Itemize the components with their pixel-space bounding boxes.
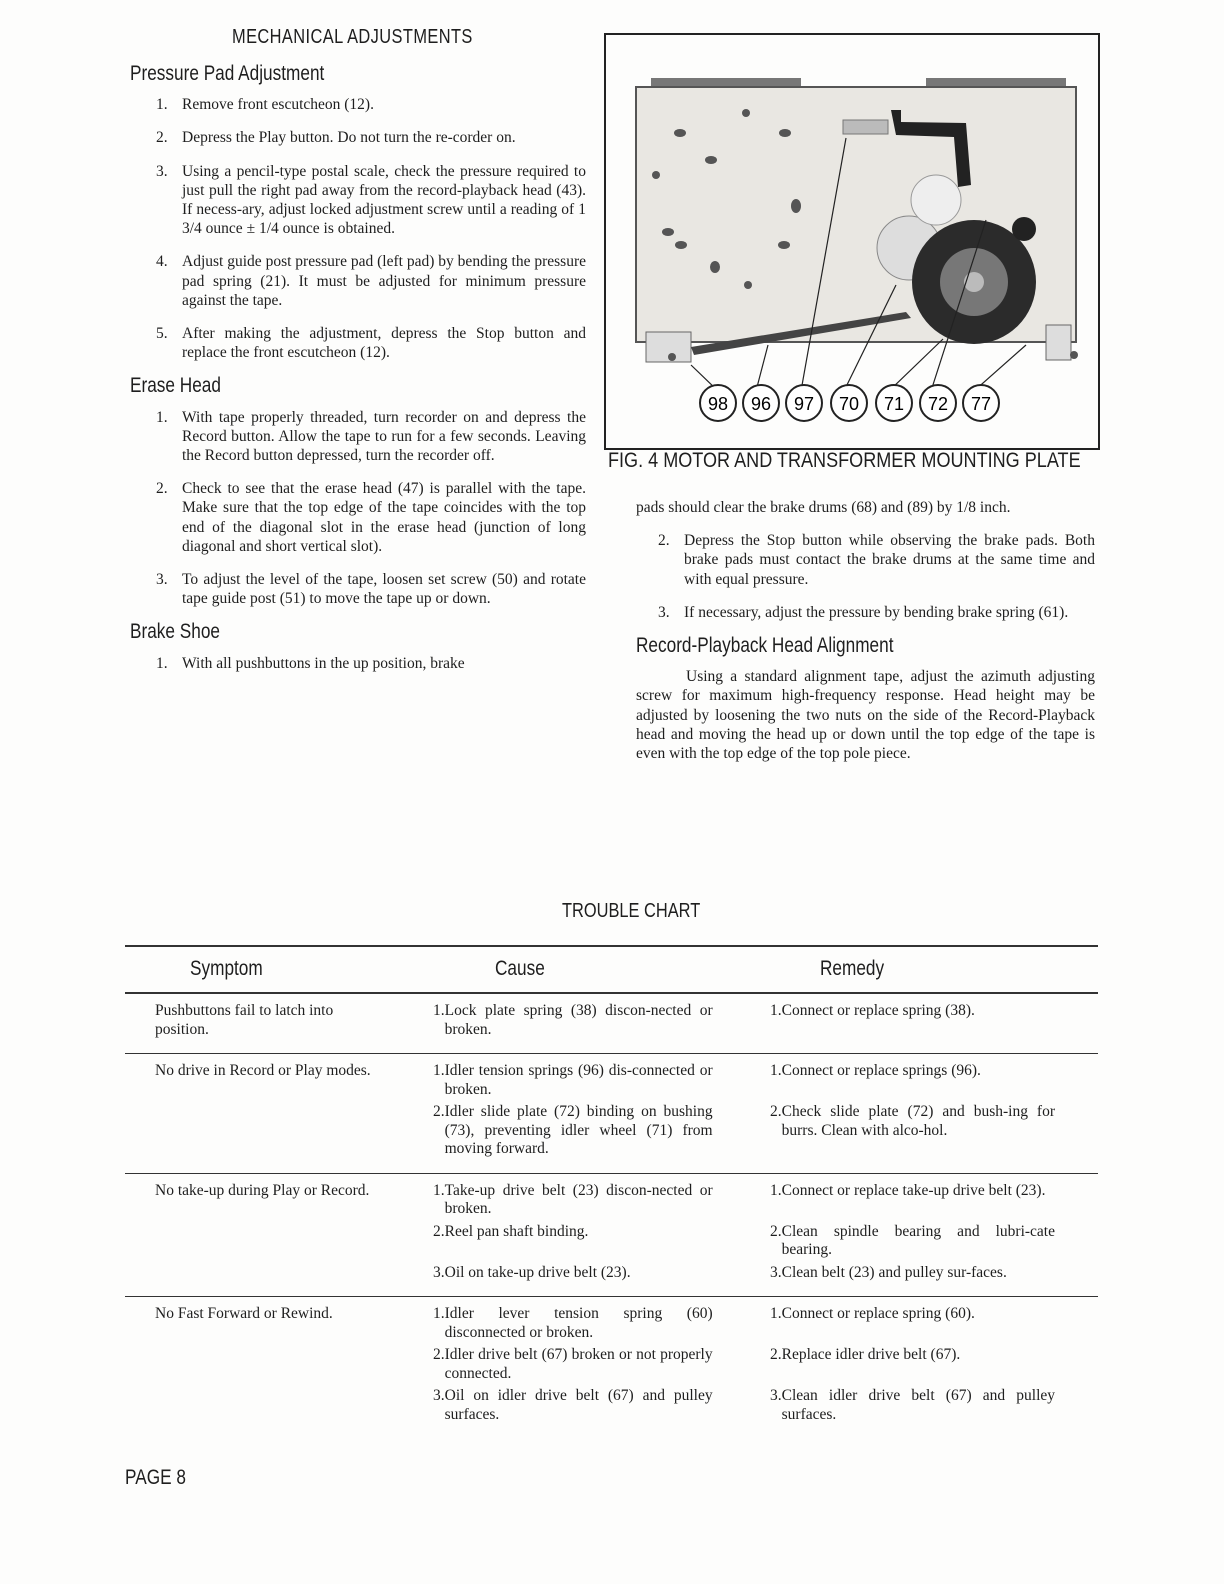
cause-text: Idler slide plate (72) binding on bushing (73), preventing idler wheel (71) from moving forward.	[444, 1103, 713, 1157]
section-heading-text: Erase Head	[130, 374, 221, 398]
callout-77	[963, 385, 999, 421]
header-cause	[385, 957, 765, 981]
item-number: 1.	[156, 408, 168, 426]
symptom-cell: No drive in Record or Play modes.	[155, 1062, 371, 1079]
cause-number: 2.	[433, 1103, 445, 1120]
remedy-cell	[738, 1305, 1055, 1342]
cause-cell	[385, 1002, 738, 1039]
item-text: If necessary, adjust the pressure by bending brake spring (61).	[684, 603, 1069, 621]
item-number: 5.	[156, 325, 168, 343]
item-number: 2.	[156, 129, 168, 147]
list-item	[156, 128, 586, 147]
item-number: 3.	[658, 603, 670, 621]
item-text: Adjust guide post pressure pad (left pad) by bending the pressure pad spring (21). It must be adjusted for minimum pressure against the tape.	[182, 253, 586, 309]
remedy-cell	[738, 1062, 1055, 1099]
cause-text: Reel pan shaft binding.	[444, 1222, 589, 1240]
item-number: 3.	[156, 162, 168, 180]
cause-cell	[385, 1264, 738, 1283]
callout-labels	[700, 385, 999, 421]
figure-caption	[608, 449, 1158, 473]
list-item	[156, 654, 586, 673]
remedy-number: 1.	[770, 1181, 782, 1199]
cause-cell	[385, 1182, 738, 1219]
item-number: 3.	[156, 571, 168, 589]
list-item	[156, 408, 586, 466]
table-row	[125, 1174, 1098, 1298]
remedy-cell	[738, 1346, 1055, 1383]
item-text: After making the adjustment, depress the Stop button and replace the front escutcheon (12).	[182, 325, 586, 362]
remedy-cell	[738, 1264, 1055, 1283]
cause-number: 1.	[433, 1305, 445, 1322]
motor-plate-photo	[606, 35, 1098, 448]
remedy-cell	[738, 1387, 1055, 1424]
cause-remedy-pair	[385, 1103, 1098, 1159]
cause-remedy-list	[385, 1002, 1098, 1041]
remedy-text: Connect or replace spring (60).	[781, 1305, 975, 1322]
page-title-text: MECHANICAL ADJUSTMENTS	[232, 26, 473, 48]
section-heading	[130, 64, 586, 83]
cause-remedy-pair	[385, 1062, 1098, 1099]
header-cause-text: Cause	[495, 957, 545, 981]
figure-4	[604, 33, 1100, 450]
callout-70-label: 70	[838, 394, 860, 414]
section-heading	[636, 634, 1095, 658]
list-item	[658, 531, 1095, 589]
cause-text: Lock plate spring (38) discon-nected or broken.	[444, 1002, 713, 1038]
cause-text: Oil on idler drive belt (67) and pulley surfaces.	[444, 1387, 713, 1423]
symptom-cell: Pushbuttons fail to latch into position.	[155, 1002, 334, 1038]
cause-cell	[385, 1346, 738, 1383]
header-remedy	[765, 957, 898, 981]
callout-97	[786, 385, 822, 421]
remedy-text: Clean idler drive belt (67) and pulley surfaces.	[781, 1387, 1055, 1423]
remedy-text: Connect or replace take-up drive belt (23).	[781, 1181, 1046, 1199]
list-item	[156, 324, 586, 362]
header-symptom-text: Symptom	[190, 957, 263, 981]
figure-caption-text: FIG. 4 MOTOR AND TRANSFORMER MOUNTING PLATE	[608, 449, 1081, 472]
item-text: With all pushbuttons in the up position, brake	[182, 654, 465, 672]
table-header	[125, 945, 1098, 994]
brake-shoe-continuation: pads should clear the brake drums (68) and (89) by 1/8 inch.	[636, 499, 1011, 516]
cause-remedy-pair	[385, 1182, 1098, 1219]
cause-remedy-pair	[385, 1264, 1098, 1283]
section-heading	[130, 374, 586, 398]
right-column	[636, 498, 1095, 777]
left-column	[130, 62, 586, 687]
list-item	[156, 162, 586, 239]
callout-72	[920, 385, 956, 421]
callout-96	[743, 385, 779, 421]
cause-number: 3.	[433, 1263, 445, 1281]
cause-number: 1.	[433, 1181, 445, 1199]
item-text: Check to see that the erase head (47) is parallel with the tape. Make sure that the top edge of the tape coincides with the top end of the diagonal slot in the erase head (junction of long diagonal and short vertical slot).	[182, 480, 586, 555]
remedy-number: 3.	[770, 1263, 782, 1281]
remedy-text: Clean spindle bearing and lubri-cate bearing.	[781, 1222, 1055, 1258]
callout-96-label: 96	[750, 394, 772, 414]
table-row	[125, 1054, 1098, 1174]
callout-97-label: 97	[793, 394, 815, 414]
table-body	[125, 994, 1098, 1438]
cause-remedy-pair	[385, 1346, 1098, 1383]
cause-remedy-list	[385, 1305, 1098, 1426]
remedy-text: Clean belt (23) and pulley sur-faces.	[781, 1263, 1007, 1281]
alignment-paragraph: Using a standard alignment tape, adjust the azimuth adjusting screw for maximum high-frequency response. Head height may be adjusted by loosening the two nuts on the side of the Record-Playback head and moving the head up or down until the top edge of the tape is even with the top edge of the top pole piece.	[636, 668, 1095, 763]
page-number-text: PAGE 8	[125, 1466, 186, 1489]
trouble-chart-table	[125, 945, 1098, 1438]
cause-remedy-list	[385, 1182, 1098, 1285]
callout-71	[876, 385, 912, 421]
cause-remedy-pair	[385, 1305, 1098, 1342]
item-text: Depress the Stop button while observing the brake pads. Both brake pads must contact the brake drums at the same time and with equal pressure.	[684, 532, 1095, 588]
remedy-cell	[738, 1223, 1055, 1260]
list-item	[156, 570, 586, 608]
item-text: Depress the Play button. Do not turn the re-corder on.	[182, 129, 516, 147]
section-heading-text: Pressure Pad Adjustment	[130, 62, 325, 85]
remedy-number: 3.	[770, 1387, 782, 1404]
cause-remedy-pair	[385, 1387, 1098, 1424]
remedy-cell	[738, 1182, 1055, 1219]
cause-cell	[385, 1062, 738, 1099]
section-heading-text: Record-Playback Head Alignment	[636, 634, 894, 658]
table-row	[125, 994, 1098, 1054]
callout-98	[700, 385, 736, 421]
item-number: 4.	[156, 253, 168, 271]
remedy-number: 2.	[770, 1103, 782, 1120]
cause-text: Idler lever tension spring (60) disconnected or broken.	[444, 1305, 713, 1341]
cause-cell	[385, 1103, 738, 1159]
cause-cell	[385, 1223, 738, 1260]
page-title	[232, 26, 526, 49]
remedy-text: Check slide plate (72) and bush-ing for burrs. Clean with alco-hol.	[781, 1103, 1055, 1139]
callout-72-label: 72	[927, 394, 949, 414]
cause-text: Idler drive belt (67) broken or not properly connected.	[444, 1346, 713, 1382]
remedy-number: 1.	[770, 1305, 782, 1322]
page-number	[125, 1466, 199, 1490]
symptom-cell: No take-up during Play or Record.	[155, 1181, 370, 1199]
item-number: 2.	[156, 480, 168, 498]
remedy-text: Replace idler drive belt (67).	[781, 1346, 961, 1363]
item-text: Using a pencil-type postal scale, check the pressure required to just pull the right pad away from the record-playback head (43). If necess-ary, adjust locked adjustment screw until a reading of 1 3/4 ounce ± 1/4 ounce is obtained.	[182, 162, 586, 238]
item-number: 1.	[156, 654, 168, 672]
remedy-number: 1.	[770, 1062, 782, 1079]
remedy-text: Connect or replace springs (96).	[781, 1062, 981, 1079]
callout-70	[831, 385, 867, 421]
item-text: To adjust the level of the tape, loosen set screw (50) and rotate tape guide post (51) to move the tape up or down.	[182, 571, 586, 608]
list-item	[156, 95, 586, 114]
list-item	[156, 252, 586, 310]
symptom-cell: No Fast Forward or Rewind.	[155, 1305, 333, 1322]
cause-text: Take-up drive belt (23) discon-nected or broken.	[444, 1181, 713, 1217]
cause-cell	[385, 1387, 738, 1424]
remedy-number: 2.	[770, 1346, 782, 1363]
cause-number: 1.	[433, 1062, 445, 1079]
cause-number: 3.	[433, 1387, 445, 1404]
cause-cell	[385, 1305, 738, 1342]
section-heading-text: Brake Shoe	[130, 620, 220, 644]
remedy-number: 1.	[770, 1002, 782, 1019]
header-remedy-text: Remedy	[820, 957, 885, 981]
cause-remedy-list	[385, 1062, 1098, 1161]
remedy-cell	[738, 1103, 1055, 1159]
list-item	[156, 479, 586, 556]
list-item	[658, 603, 1095, 622]
remedy-cell	[738, 1002, 1055, 1039]
callout-71-label: 71	[883, 394, 905, 414]
cause-text: Oil on take-up drive belt (23).	[444, 1263, 631, 1281]
item-number: 2.	[658, 532, 670, 550]
trouble-chart-title	[562, 900, 731, 923]
cause-number: 2.	[433, 1346, 445, 1363]
item-number: 1.	[156, 96, 168, 114]
item-text: With tape properly threaded, turn recorder on and depress the Record button. Allow the tape to run for a few seconds. Leaving the Record button depressed, turn the recorder off.	[182, 408, 586, 465]
remedy-number: 2.	[770, 1222, 782, 1240]
cause-text: Idler tension springs (96) dis-connected or broken.	[444, 1062, 713, 1098]
trouble-chart-title-text: TROUBLE CHART	[562, 900, 701, 922]
cause-remedy-pair	[385, 1002, 1098, 1039]
section-heading	[130, 620, 586, 644]
callout-98-label: 98	[707, 394, 729, 414]
remedy-text: Connect or replace spring (38).	[781, 1002, 975, 1019]
cause-number: 1.	[433, 1002, 445, 1019]
cause-remedy-pair	[385, 1223, 1098, 1260]
item-text: Remove front escutcheon (12).	[182, 96, 374, 114]
table-row	[125, 1297, 1098, 1438]
cause-number: 2.	[433, 1222, 445, 1240]
callout-77-label: 77	[970, 394, 992, 414]
header-symptom	[125, 957, 385, 981]
